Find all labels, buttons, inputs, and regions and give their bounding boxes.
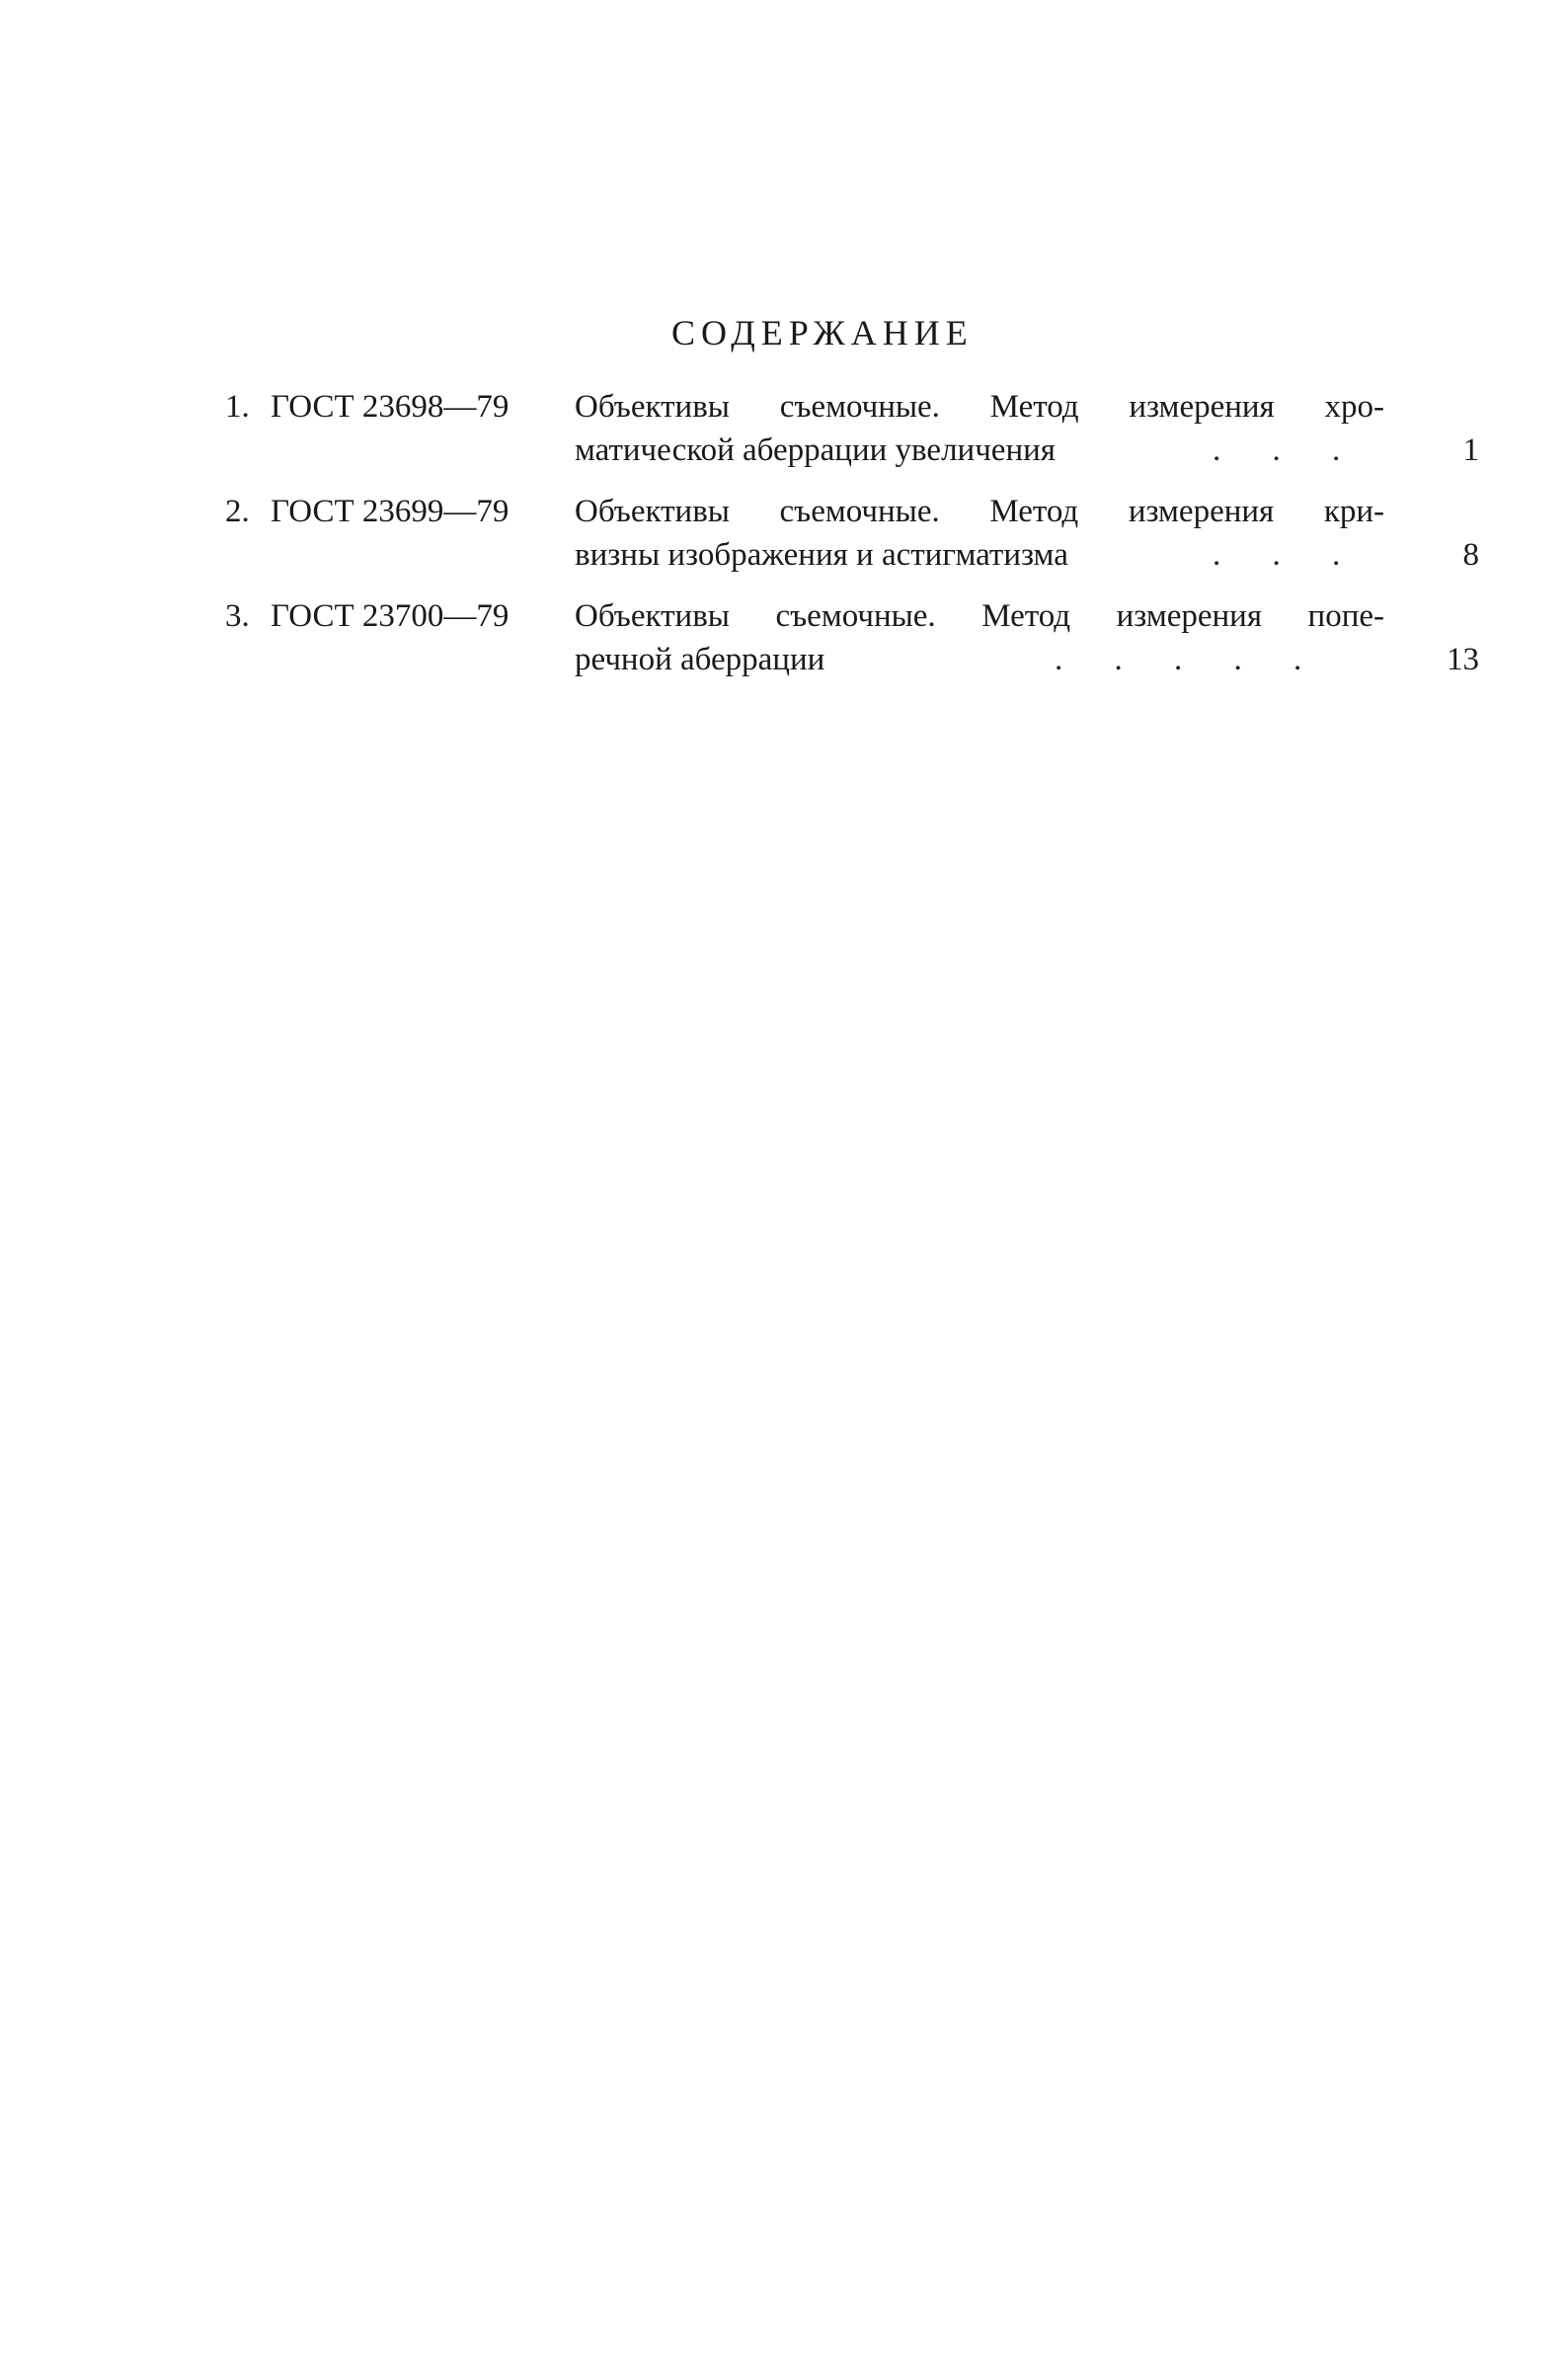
toc-entry-standard-code: ГОСТ 23700—79	[271, 598, 510, 634]
toc-entry-title-line: Объективы съемочные. Метод измерения кри-	[575, 494, 1384, 529]
toc-entry-number: 2.	[225, 494, 250, 529]
table-of-contents	[225, 385, 1479, 699]
toc-entry-title-line: речной аберрации	[575, 642, 825, 677]
toc-entry	[225, 594, 1479, 699]
toc-entry	[225, 385, 1479, 490]
toc-entry-title-line: матической аберрации увеличения	[575, 432, 1056, 468]
toc-entry	[225, 490, 1479, 594]
page-title: СОДЕРЖАНИЕ	[671, 313, 974, 353]
toc-entry-leader: . . .	[1213, 537, 1363, 573]
toc-entry-number: 3.	[225, 598, 250, 634]
toc-entry-standard-code: ГОСТ 23698—79	[271, 389, 510, 425]
toc-entry-page-number: 13	[1447, 642, 1479, 677]
toc-entry-number: 1.	[225, 389, 250, 425]
toc-entry-title-line: Объективы съемочные. Метод измерения хро-	[575, 389, 1384, 425]
toc-entry-page-number: 8	[1462, 537, 1479, 573]
toc-entry-page-number: 1	[1462, 432, 1479, 468]
toc-entry-title-line: визны изображения и астигматизма	[575, 537, 1068, 573]
toc-entry-standard-code: ГОСТ 23699—79	[271, 494, 510, 529]
toc-entry-leader: . . .	[1213, 432, 1363, 468]
toc-entry-title-line: Объективы съемочные. Метод измерения попе-	[575, 598, 1384, 634]
toc-entry-leader: . . . . .	[1055, 642, 1324, 677]
